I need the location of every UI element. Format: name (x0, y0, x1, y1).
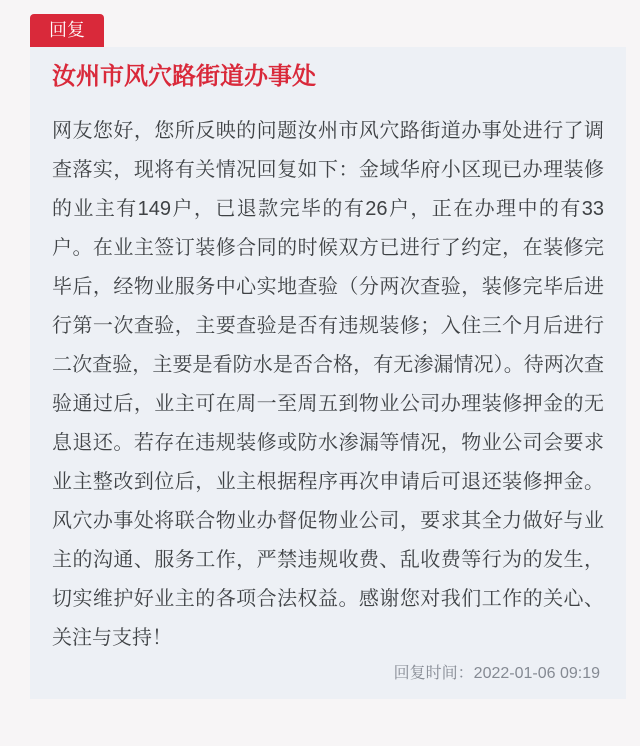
reply-author-title: 汝州市风穴路街道办事处 (52, 63, 316, 90)
reply-tab-badge (30, 14, 104, 47)
reply-timestamp-value: 2022-01-06 09:19 (473, 665, 600, 682)
reply-tab-badge-label: 回复 (49, 20, 85, 40)
reply-timestamp (52, 662, 604, 686)
reply-panel (30, 47, 626, 699)
reply-timestamp-label: 回复时间： (393, 665, 474, 682)
reply-body-text: 网友您好，您所反映的问题汝州市风穴路街道办事处进行了调查落实，现将有关情况回复如下：金域华府小区现已办理装修的业主有149户，已退款完毕的有26户，正在办理中的有33户。在业主签订装修合同的时候双方已进行了约定，在装修完毕后，经物业服务中心实地查验（分两次查验，装修完毕后进行第一次查验，主要查验是否有违规装修；入住三个月后进行二次查验，主要是看防水是否合格，有无渗漏情况）。待两次查验通过后，业主可在周一至周五到物业公司办理装修押金的无息退还。若存在违规装修或防水渗漏等情况，物业公司会要求业主整改到位后，业主根据程序再次申请后可退还装修押金。风穴办事处将联合物业办督促物业公司，要求其全力做好与业主的沟通、服务工作，严禁违规收费、乱收费等行为的发生，切实维护好业主的各项合法权益。感谢您对我们工作的关心、关注与支持！ (52, 120, 604, 649)
